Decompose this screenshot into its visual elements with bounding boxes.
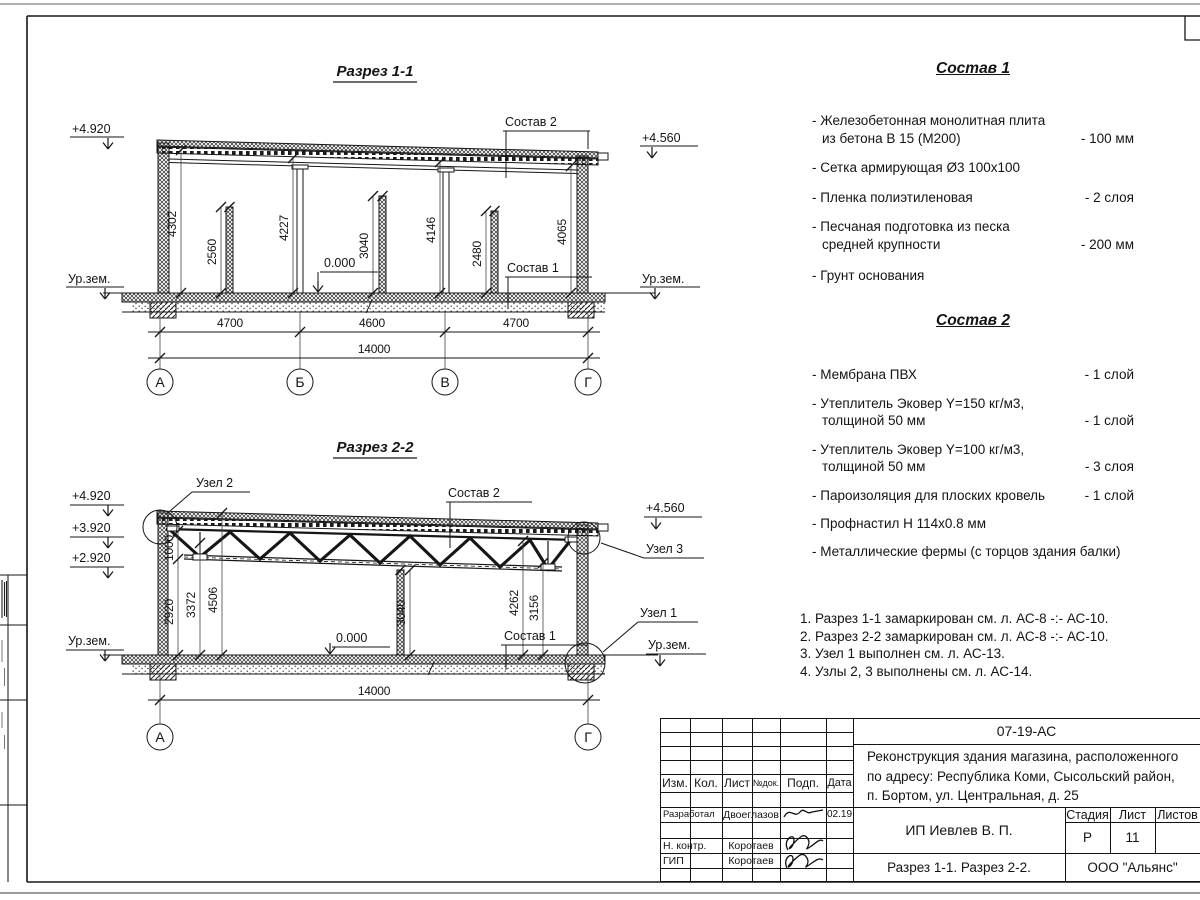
callout-sostav1: Состав 1 bbox=[507, 261, 559, 275]
elev-2920: +2.920 bbox=[72, 551, 111, 565]
column-v bbox=[443, 172, 449, 293]
axis-a: А bbox=[155, 729, 165, 745]
material-name-2: толщиной 50 мм bbox=[822, 413, 926, 428]
project-description bbox=[867, 747, 1197, 806]
material-name: - Грунт основания bbox=[812, 268, 925, 283]
signature bbox=[780, 848, 826, 874]
sheets-label: Листов bbox=[1157, 807, 1198, 822]
left-margin-stamps bbox=[0, 575, 27, 882]
col-podp: Подп. bbox=[787, 776, 819, 790]
material-name: - Сетка армирующая Ø3 100х100 bbox=[812, 160, 1021, 175]
col-izm: Изм. bbox=[662, 776, 688, 790]
elev-4560: +4.560 bbox=[642, 131, 681, 145]
floor bbox=[103, 655, 658, 680]
sheets-value bbox=[1155, 822, 1200, 853]
ground-left: Ур.зем. bbox=[68, 634, 111, 648]
material-name: - Пароизоляция для плоских кровель bbox=[812, 487, 1046, 503]
col-ndok: №док. bbox=[752, 778, 780, 788]
sheet-value: 11 bbox=[1125, 830, 1140, 845]
material-name: - Песчаная подготовка из песка bbox=[812, 219, 1010, 234]
elev-4920: +4.920 bbox=[72, 122, 111, 136]
title-block bbox=[660, 718, 1200, 882]
note-line: 2. Разрез 2-2 замаркирован см. л. АС-8 -:- АС-10. bbox=[800, 628, 1109, 644]
dim-2560: 2560 bbox=[205, 239, 219, 265]
material-value: - 1 слой bbox=[1084, 367, 1134, 382]
ground-right: Ур.зем. bbox=[642, 272, 685, 286]
material-name: - Утеплитель Эковер Y=100 кг/м3, bbox=[812, 441, 1025, 457]
section-title: Разрез 2-2 bbox=[336, 439, 414, 456]
dim-4065: 4065 bbox=[555, 219, 569, 245]
axis-g: Г bbox=[584, 374, 592, 390]
material-name-2: средней крупности bbox=[822, 236, 941, 252]
dim-4700-a: 4700 bbox=[217, 316, 243, 330]
callout-uzel1: Узел 1 bbox=[640, 606, 678, 620]
level-zero: 0.000 bbox=[324, 256, 356, 270]
sostav2-title: Состав 2 bbox=[936, 312, 1010, 329]
material-item bbox=[812, 395, 1134, 430]
material-name: - Профнастил Н 114х0.8 мм bbox=[812, 516, 986, 531]
row-gip-name: Коротаев bbox=[728, 854, 774, 867]
col-data: Дата bbox=[827, 777, 852, 789]
material-value: - 1 слой bbox=[1084, 487, 1134, 503]
company: ООО "Альянс" bbox=[1087, 860, 1178, 875]
material-value: - 100 мм bbox=[1080, 130, 1134, 146]
dim-4700-b: 4700 bbox=[503, 316, 529, 330]
roof-edge-box bbox=[598, 524, 608, 531]
material-item bbox=[812, 441, 1134, 476]
dim-2920: 2920 bbox=[162, 599, 176, 625]
sheet-label: Лист bbox=[1118, 807, 1147, 822]
dim-4262: 4262 bbox=[507, 590, 521, 616]
col-list: Лист bbox=[723, 776, 751, 790]
client: ИП Иевлев В. П. bbox=[905, 822, 1013, 838]
dim-4227: 4227 bbox=[277, 215, 291, 241]
foundation-left bbox=[150, 664, 176, 680]
sostav1-title: Состав 1 bbox=[936, 60, 1010, 77]
note-line: 4. Узлы 2, 3 выполнены см. л. АС-14. bbox=[800, 663, 1033, 679]
doc-code: 07-19-АС bbox=[996, 723, 1057, 739]
stage-label: Стадия bbox=[1066, 807, 1109, 822]
axis-a: А bbox=[155, 374, 165, 390]
material-name-2: из бетона В 15 (М200) bbox=[822, 130, 961, 146]
axis-b: Б bbox=[295, 374, 305, 390]
doc-title: Разрез 1-1. Разрез 2-2. bbox=[887, 860, 1031, 875]
callout-uzel3: Узел 3 bbox=[646, 542, 684, 556]
ground-right: Ур.зем. bbox=[648, 638, 691, 652]
material-item bbox=[812, 159, 1134, 177]
material-value: - 1 слой bbox=[1084, 413, 1134, 428]
foundation-right bbox=[568, 302, 594, 318]
material-item bbox=[812, 112, 1134, 147]
dim-total: 14000 bbox=[357, 342, 391, 356]
axis-g: Г bbox=[584, 729, 592, 745]
material-value: - 3 слоя bbox=[1084, 459, 1134, 474]
note-line: 1. Разрез 1-1 замаркирован см. л. АС-8 -:- АС-10. bbox=[800, 611, 1109, 626]
dim-2480: 2480 bbox=[470, 241, 484, 267]
material-name-2: толщиной 50 мм bbox=[822, 459, 926, 474]
callout-uzel2: Узел 2 bbox=[196, 476, 234, 490]
material-item bbox=[812, 366, 1134, 384]
dim-3040: 3040 bbox=[357, 233, 371, 259]
wall-right bbox=[577, 525, 588, 655]
material-item bbox=[812, 189, 1134, 207]
callout-sostav1: Состав 1 bbox=[504, 629, 556, 643]
dim-3156: 3156 bbox=[527, 595, 541, 621]
wall-right bbox=[577, 156, 588, 293]
row-developer-date: 02.19 bbox=[826, 809, 853, 820]
row-gip-role: ГИП bbox=[663, 854, 684, 867]
partition-2560 bbox=[226, 207, 233, 293]
corner-code-box bbox=[1185, 16, 1200, 40]
dim-4146: 4146 bbox=[424, 217, 438, 243]
notes-block bbox=[800, 610, 1180, 680]
material-name: - Железобетонная монолитная плита bbox=[812, 113, 1046, 128]
ground-left: Ур.зем. bbox=[68, 272, 111, 286]
row-ncontr-role: Н. контр. bbox=[663, 839, 707, 852]
section-title: Разрез 1-1 bbox=[336, 63, 414, 80]
roof-edge-box bbox=[598, 153, 608, 160]
dim-4600: 4600 bbox=[359, 316, 385, 330]
callout-sostav2: Состав 2 bbox=[505, 115, 557, 129]
stage-value: Р bbox=[1082, 830, 1092, 845]
material-item bbox=[812, 218, 1134, 253]
sostav2-block bbox=[812, 312, 1134, 560]
dim-4506: 4506 bbox=[206, 587, 220, 613]
wall-left bbox=[158, 513, 168, 655]
material-value: - 200 мм bbox=[1080, 236, 1134, 252]
note-line: 3. Узел 1 выполнен см. л. АС-13. bbox=[800, 646, 1005, 661]
elev-4920: +4.920 bbox=[72, 489, 111, 503]
elev-4560: +4.560 bbox=[646, 501, 685, 515]
elev-3920: +3.920 bbox=[72, 521, 111, 535]
row-ncontr-name: Коротаев bbox=[728, 839, 774, 852]
material-name: - Пленка полиэтиленовая bbox=[812, 189, 973, 205]
row-developer-name: Двоеглазов bbox=[723, 808, 779, 821]
dim-1000: 1000 bbox=[162, 535, 176, 561]
material-item bbox=[812, 487, 1134, 505]
level-zero: 0.000 bbox=[336, 631, 368, 645]
col-kol: Кол. bbox=[694, 776, 718, 790]
material-value: - 2 слоя bbox=[1084, 189, 1134, 205]
floor bbox=[103, 293, 655, 318]
callout-sostav2: Состав 2 bbox=[448, 486, 500, 500]
material-item bbox=[812, 515, 1134, 533]
sostav1-block bbox=[812, 60, 1134, 285]
project-line: Реконструкция здания магазина, расположенного bbox=[867, 749, 1179, 764]
roof bbox=[157, 511, 608, 536]
signature bbox=[780, 802, 826, 824]
foundation-left bbox=[150, 302, 176, 318]
section-1-1 bbox=[66, 63, 700, 395]
section-2-2 bbox=[66, 439, 706, 750]
dim-4302: 4302 bbox=[165, 211, 179, 237]
project-line: п. Бортом, ул. Центральная, д. 25 bbox=[867, 788, 1079, 803]
dim-3040: 3040 bbox=[394, 600, 408, 626]
dim-3372: 3372 bbox=[184, 592, 198, 618]
column-b bbox=[297, 169, 303, 293]
dim-total: 14000 bbox=[357, 684, 391, 698]
material-item bbox=[812, 267, 1134, 285]
partition-3040 bbox=[379, 196, 386, 293]
row-developer-role: Разработал bbox=[663, 809, 715, 820]
axis-v: В bbox=[440, 374, 450, 390]
material-name: - Металлические фермы (с торцов здания балки) bbox=[812, 543, 1121, 559]
project-line: по адресу: Республика Коми, Сысольский район, bbox=[867, 768, 1175, 784]
clipped-vertical-text bbox=[2, 580, 7, 618]
material-item bbox=[812, 543, 1134, 561]
roof bbox=[157, 140, 608, 165]
partition-2480 bbox=[491, 211, 498, 293]
material-name: - Утеплитель Эковер Y=150 кг/м3, bbox=[812, 395, 1025, 411]
material-name: - Мембрана ПВХ bbox=[812, 367, 917, 382]
